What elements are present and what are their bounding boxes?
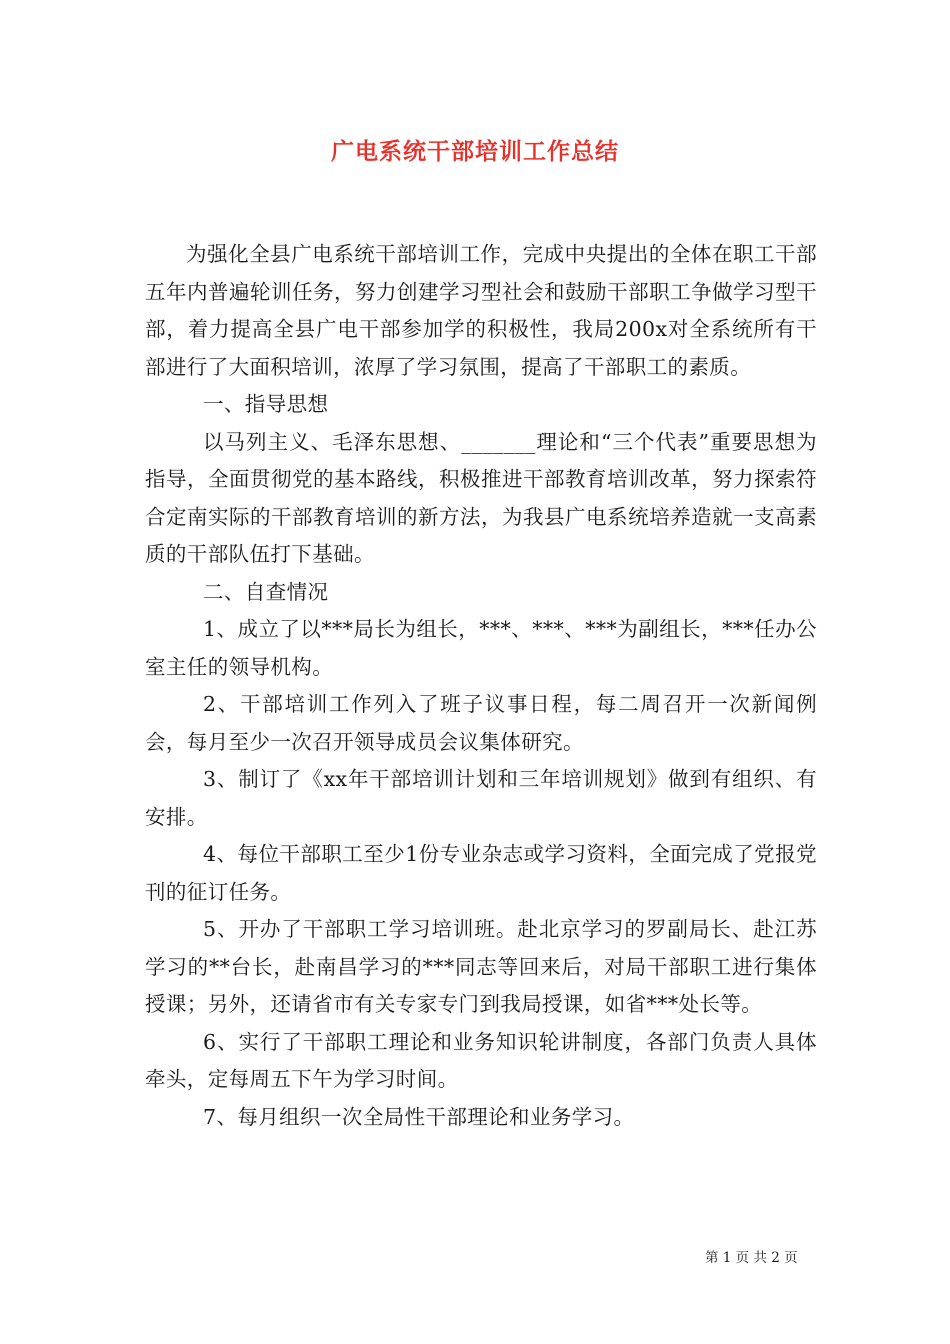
intro-paragraph: 为强化全县广电系统干部培训工作，完成中央提出的全体在职工干部五年内普遍轮训任务，努力创建学习型社会和鼓励干部职工争做学习型干部，着力提高全县广电干部参加学的积极性，我局200x对全系统所有干部进行了大面积培训，浓厚了学习氛围，提高了干部职工的素质。 (145, 242, 817, 379)
list-item: 1、成立了以***局长为组长，***、***、***为副组长，***任办公室主任的领导机构。 (145, 617, 817, 679)
list-item: 3、制订了《xx年干部培训计划和三年培训规划》做到有组织、有安排。 (145, 767, 817, 829)
list-item: 5、开办了干部职工学习培训班。赴北京学习的罗副局长、赴江苏学习的**台长，赴南昌学习的***同志等回来后，对局干部职工进行集体授课；另外，还请省市有关专家专门到我局授课，如省***处长等。 (145, 917, 817, 1016)
document-body (145, 236, 817, 1136)
list-item: 7、每月组织一次全局性干部理论和业务学习。 (203, 1104, 635, 1129)
section-heading-self-check: 二、自查情况 (203, 579, 329, 604)
list-item: 6、实行了干部职工理论和业务知识轮讲制度，各部门负责人具体牵头，定每周五下午为学习时间。 (145, 1029, 817, 1091)
list-item: 2、干部培训工作列入了班子议事日程，每二周召开一次新闻例会，每月至少一次召开领导成员会议集体研究。 (145, 692, 817, 754)
document-title: 广电系统干部培训工作总结 (331, 138, 619, 165)
list-item: 4、每位干部职工至少1份专业杂志或学习资料，全面完成了党报党刊的征订任务。 (145, 842, 817, 904)
section-heading-guiding: 一、指导思想 (203, 392, 329, 416)
guiding-paragraph: 以马列主义、毛泽东思想、_______理论和“三个代表”重要思想为指导，全面贯彻党的基本路线，积极推进干部教育培训改革，努力探索符合定南实际的干部教育培训的新方法，为我县广电系统培养造就一支高素质的干部队伍打下基础。 (145, 429, 817, 566)
page-number: 第 1 页 共 2 页 (705, 1250, 798, 1266)
